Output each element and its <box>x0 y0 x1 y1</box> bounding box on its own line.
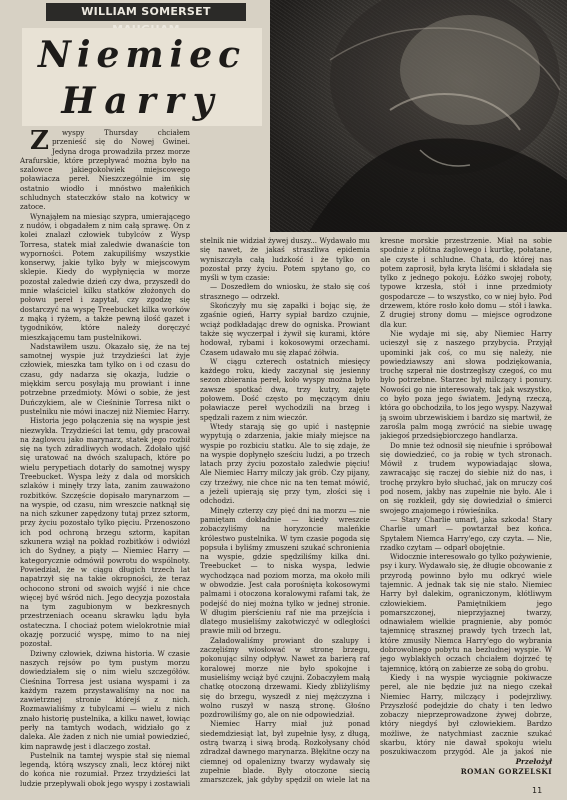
paragraph: stelnik nie widział żywej duszy... Wydawało mu się nawet, że jakaś straszliwa epidemia wyniszczyła całą ludzkość i że tylko on pozostał przy życiu. Potem spytano go, co myśli w tym czasie: <box>200 236 370 283</box>
paragraph: Z wyspy Thursday chciałem przenieść się do Nowej Gwinei. Jedyna droga prowadziła przez morze Arafurskie, które przepływać można było na szalowce jakiegokolwiek miejscowego poławiacza pereł. Nieszczególnie im się ostatnio wiodło i mnóstwo małeńkich schludnych stateczków stało na kotwicy w zatoce. <box>20 128 190 212</box>
paragraph: Dziwny człowiek, dziwna historia. W czasie naszych rejsów po tym pustym morzu dowiedziałem się o nim wielu szczegółów. Cieśnina Torresa jest usiana wyspami i za każdym razem przystawaliśmy na noc na zawietrznej stronie którejś z nich. Rozmawialiśmy z tubylcami — wielu z nich znało historię pustelnika, a kilku nawet, łowiąc perły na tamtych wodach, widziało go z daleka. Ale żaden z nich nie umiał powiedzieć, kim naprawdę jest i dlaczego został. <box>20 648 190 751</box>
paragraph: Minęły czterzy czy pięć dni na morzu — nie pamiętam dokładnie — kiedy wreszcie zobaczyliśmy na horyzoncie maleńkie królestwo pustelnika. W tym czasie pogoda się popsuła i byliśmy zmuszeni szukać schronienia na wyspie, gdzie spędziliśmy kilka dni. Treebucket — to niska wyspa, ledwie wychodząca nad poziom morza, ma około mili w obwodzie. Jest cała porośnięta kokosowymi palmami i otoczona koralowymi rafami tak, że podejść do niej można tylko w jednej stronie. W długim pierścieniu raf nie ma przejścia i dlatego musieliśmy zakotwiczyć w odległości prawie mili od brzegu. <box>200 505 370 636</box>
woodcut-portrait-icon <box>270 0 567 232</box>
story-title-line2: Harry <box>61 80 223 122</box>
paragraph: Historia jego połączenia się na wyspie jest niezwykła. Trzydzieści lat temu, gdy pracował na żaglowcu jako marynarz, statek jego rozbił się na tych zdradliwych wodach. Zdołało ujść się uratować na dwóch szalupach, które po wielu perypetiach dotarły do samotnej wyspy Treebucket. Wyspa leży z dala od morskich szlaków i minęły trzy lata, zanim zauważono rozbitków. Szczęście dopisało marynarzom — na wyspie, od czasu, nim wreszcie natknął się na nich szkuner zapędzony tutaj przez sztorm, przy życiu pozostało tylko pięciu. Przenoszono ich pod ochroną brzegu sztorm, kapitan szkunera wziął na pokład rozbitków i odwiózł ich do Sydney, a piąty — Niemiec Harry — kategorycznie odmówił powrotu do wspólnoty. Powiedział, że w ciągu długich trzech lat napatrzył się na takie okropności, że teraz ochocono stroni od swoich wyjść i nie chce więcej być wśród nich. Jego decyzja pozostała na tym zagubionym w bezkresnych przestrzeniach oceanu skrawku lądu była ostateczna. I chociaż potem wielokrotnie miał okazję porzucić wyspę, mimo to na niej pozostał. <box>20 416 190 649</box>
paragraph: Widocznie interesowało go tylko pożywienie, psy i kury. Wydawało się, że długie obcowanie z przyrodą powinno było mu odkryć wiele tajemnic. A jednak tak się nie stało. Niemiec Harry był dalekim, ograniczonym, kłótliwym człowiekiem. Pamiętnikiem jego pomarszczonej, nieprzyjaznej twarzy, odnawiałem wielkie pragnienie, aby pomóc tajemnicę strasznej prawdy tych trzech lat, które zmusiły Niemca Harry'ego do wybrania dobrowolnego pobytu na bezludnej wyspie. W jego wyblakłych oczach chciałem dojrzeć tę tajemnicę, którą on zabierze ze sobą do grobu. <box>380 552 552 673</box>
paragraph: W ciągu czterech ostatnich miesięcy każdego roku, kiedy zaczynał się jesienny sezon zbierania pereł, koło wyspy można było zawsze spotkać dwa, trzy kutry, zajęte połowem. Dość często po męczącym dniu poławiacze pereł wychodzili na brzeg i spędzali razem z nim wieczór. <box>200 356 370 422</box>
paragraph: Skończyły mu się zapałki i bojąc się, że zgaśnie ogień, Harry sypiał bardzo czujnie, wciąż podkładając drew do ogniska. Prowiant także się wyczerpał i żywił się kurami, które hodował, rybami i kokosowymi orzechami. Czasem udawało mu się złapać żółwia. <box>200 301 370 357</box>
paragraph: Niemiec Harry miał już ponad siedemdziesiąt lat, był zupełnie łysy, z długą, ostrą twarzą i siwą brodą. Rozkołysany chód zdradzał dawnego marynarza. Błękitne oczy na ciemnej od opalenizny twarzy wydawały się zupełnie blade. Były otoczone siecią zmarszczek, jak gdyby spędził on wiele lat na <box>200 719 370 784</box>
author-banner: WILLIAM SOMERSET <box>46 3 246 21</box>
text-column-3 <box>380 236 552 756</box>
credit-label: Przełożył <box>515 757 552 766</box>
paragraph: Nadstawiłem uszu. Okazało się, że na tej samotnej wyspie już trzydzieści lat żyje człowiek, mieszka tam tylko on i od czasu do czasu, gdy nadarza się okazja, ludzie o miękkim sercu posyłają mu prowiant i inne potrzebne przedmioty. Mówi o sobie, że jest Duńczykiem, ale w Cieśninie Torresa nikt o pustelniku nie mówi inaczej niż Niemiec Harry. <box>20 341 190 416</box>
story-title-line1: Niemiec <box>37 34 247 76</box>
paragraph: Do mnie też odnosił się nieufnie i spróbował się dowiedzieć, co ja robię w tych stronach. Mówił z trudem wypowiadając słowa, zawracając się raczej do siebie niż do nas, i trochę przykro było słuchać, jak on mruczy coś pod nosem, jakby nas zupełnie nie było. Ale i on się rozkleił, gdy się dowiedział o śmierci swojego znajomego i rówieśnika. <box>380 440 552 515</box>
paragraph: Wynająłem na miesiąc szypra, umierającego z nudów, i obgadałem z nim całą sprawę. On z kolei znalazł człowiek tubylców z Wysp Torresa, statek miał zaledwie dwanaście ton wyporności. Potem zakupiliśmy wszystkie konserwy, jakie tylko były w miejscowym sklepie. Kiedy do wypłynięcia w morze pozostał zaledwie dzień czy dwa, przyszedł do mnie właściciel kilku statków złożonych do połowu pereł i zapytał, czy zgodzę się dostarczyć na wyspę Treebucket kilka worków z mąką i ryżem, a także pewną ilość gazet i tygodników, które należy doręczyć mieszkającemu tam pustelnikowi. <box>20 211 190 342</box>
translator-name: ROMAN GORZELSKI <box>460 766 552 776</box>
drop-cap: Z <box>30 128 49 156</box>
text-column-1 <box>20 128 190 788</box>
paragraph: Kiedy i na wyspie wyciągnie pokiwacze perel, ale nie będzie już na niego czekał Niemiec Harry, milczący i podejrzliwy. Przyszłość podejdzie do chaty i ten ledwo zobaczy nieprzeprowadzone żywej dobrze, który niegdyś był człowiekiem. Bardzo możliwe, że natychmiast zacznie szukać skarbu, który nie dawał spokoju wielu poszukiwaczom przygód. Ale ja jakoś nie <box>380 672 552 756</box>
paragraph: Załadowaliśmy prowiant do szalupy i zaczęliśmy wiosłować w stronę brzegu, pokonując silny odpływ. Nawet za barierą raf koralowej morze nie było spokojne i musieliśmy wciąż być czujni. Zobaczyłem małą chatkę otoczoną drzewami. Kiedy zbliżyliśmy się do brzegu, wyszedł z niej mężczyzna i wolno ruszył w naszą stronę. Głośno pozdrowiliśmy go, ale on nie odpowiedział. <box>200 635 370 720</box>
text-column-2 <box>200 236 370 784</box>
illustration-portrait <box>270 0 567 232</box>
paragraph: Pustelnik na tamtej wyspie stał się niemal legendą, którą wszyscy znali, lecz której nikt do końca nie rozumiał. Przez trzydzieści lat ludzie przepływali obok jego wyspy i zostawiali <box>20 750 190 788</box>
title-block <box>22 28 262 126</box>
translator-credit <box>380 757 552 776</box>
paragraph: Wtedy starają się go upić i następnie wypytują o zdarzenia, jakie miały miejsce na wyspie po rozbiciu statku. Ale to się zdaje, że na wyspie dopłynęło sześciu ludzi, a po trzech latach przy życiu pozostało zaledwie pięciu! Ale Niemiec Harry milczy jak grób. Czy pijany, czy trzeźwy, nie chce nic na ten temat mówić, a jeżeli upierają się przy tym, złości się i odchodzi. <box>200 421 370 506</box>
page-number: 11 <box>532 786 543 795</box>
paragraph: Nie wydaje mi się, aby Niemiec Harry ucieszył się z naszego przybycia. Przyjął upominki jak coś, co mu się należy, nie powiedziawszy ani słowa podziękowania, trochę szperał nie dostrzegłszy czegoś, co mu było potrzebne. Starzec był milczący i ponury. Nowości go nie interesowały, tak jak wszystko, co było poza jego światem. Jedyną rzeczą, która go obchodziła, to los jego wyspy. Nazywał ją swoim ubrzewiskiem i bardzo się martwił, że zarośla palm mogą zwrócić na siebie uwagę jakiegoś przedsiębiorczego handlarza. <box>380 328 552 441</box>
paragraph: — Doszedłem do wniosku, że stało się coś strasznego — odrzekł. <box>200 282 370 301</box>
paragraph: — Stary Charlie umarł, jaka szkoda! Stary Charlie umarł — powtarzał bez końca. Spytałem Niemca Harry'ego, czy czyta. — Nie, rzadko czytam — odparł obojętnie. <box>380 514 552 552</box>
paragraph: kresne morskie przestrzenie. Miał na sobie spodnie z płótna żaglowego i kurtkę, połatane, ale czyste i schludne. Chata, do której nas potem zaprosił, była kryta liśćmi i składała się tylko z jednego pokoju. Łóżko swojej roboty, typowe krzesła, stół i inne przedmioty gospodarcze — to wszystko, co w niej było. Pod drzewem, które rosło koło domu — stół i ławka. Z drugiej strony domu — miejsce ogrodzone dla kur. <box>380 236 552 329</box>
